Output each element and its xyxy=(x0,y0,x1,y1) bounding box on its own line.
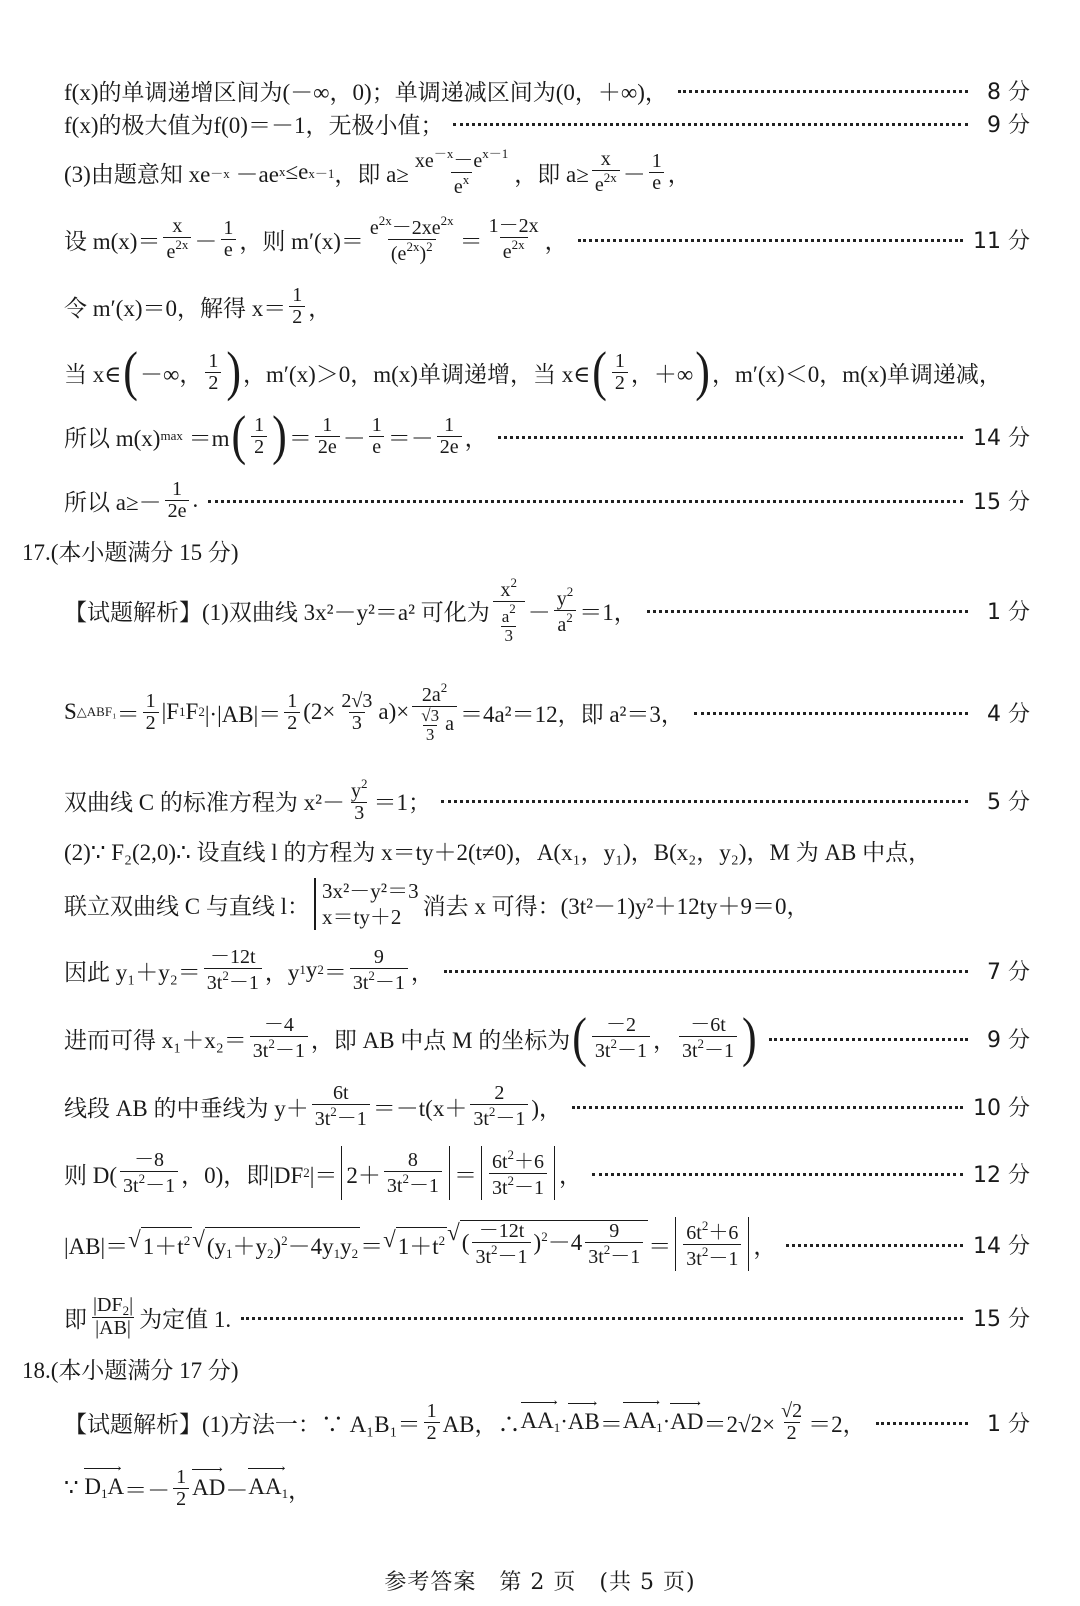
part3-intro: (3)由题意知 xe xyxy=(64,161,211,187)
equation-system xyxy=(314,878,419,931)
fraction: 1 2 xyxy=(284,691,300,734)
interval-1-label: 当 x∈ xyxy=(64,361,122,387)
solution-line-10: 【试题解析】(1)双曲线 3x²－y²＝a² 可化为 $x^2$ $\frac{a^2}{3}$ － $y^2$ $a^2$ ＝1， 1 分 xyxy=(64,574,1030,645)
score-14b: 14 分 xyxy=(973,1233,1030,1259)
score-5: 5 分 xyxy=(987,789,1030,815)
solution-line-23: ∵ → $D_1A$ ＝－ 1 2 → AD － → $AA_1$ ， xyxy=(64,1452,1030,1524)
fraction: 1 2 xyxy=(612,351,628,394)
leader-dots xyxy=(241,1317,963,1320)
monotonic-interval-text: f(x)的单调递增区间为(－∞，0)；单调递减区间为(0，＋∞)， xyxy=(64,79,668,105)
leader-dots xyxy=(498,436,963,439)
solution-line-13 xyxy=(64,830,1030,870)
fraction: 2 $3t^2-1$ xyxy=(470,1083,528,1130)
part2-setup: (2)∵ F₂(2,0)∴ 设直线 l 的方程为 x＝ty＋2(t≠0)，A(x₁，y₁)，B(x₂，y₂)，M 为 AB 中点， xyxy=(64,839,932,865)
fraction: $\frac{xe^{-x}-e^{x-1}}{e^x}$ xyxy=(414,145,509,198)
fraction: －12t $3t^2-1$ xyxy=(204,947,262,994)
score-8: 8 分 xyxy=(987,79,1030,105)
solution-line-14 xyxy=(64,868,1030,940)
fraction: 1 2 xyxy=(205,351,221,394)
solution-line-5: 令 m′(x)＝0，解得 x＝ 1 2 ， xyxy=(64,283,332,328)
fraction: 1 2 xyxy=(143,691,159,734)
fraction: $y^2$ 3 xyxy=(351,775,368,824)
question-18-title: 18.(本小题满分 17 分) xyxy=(22,1357,239,1383)
fraction: x $e^{2x}$ xyxy=(163,216,191,263)
score-9: 9 分 xyxy=(987,112,1030,138)
fraction: $\frac{-12t}{3t^2-1}$ xyxy=(472,1221,530,1268)
fraction: 1 2 xyxy=(289,285,305,328)
fraction: －2 $3t^2-1$ xyxy=(592,1015,650,1062)
derivative-label: ，则 m′(x)＝ xyxy=(239,228,364,254)
solution-line-3: (3)由题意知 xe －x －ae x ≤e x－1 ，即 a≥ $\frac{xe^{-x}-e^{x-1}}{e^x}$ ，即 a≥ $\frac{x}{e^{2x}}$ － 1 e ， xyxy=(64,145,691,198)
fraction: $e^{2x}-2xe^{2x}$ $(e^{2x})^2$ xyxy=(369,212,454,265)
question-18-header xyxy=(22,1348,1030,1388)
fraction: 1 2e xyxy=(437,415,462,458)
x-sum: 进而可得 x₁＋x₂＝ xyxy=(64,1027,247,1053)
solution-line-18: 则 D( －8 $3t^2-1$ ，0)，即|DF 2 |＝ 2＋ 8 $3t^2-1$ ＝ $6t^2+6$ $3t^2-1$ ， 12 分 xyxy=(64,1146,1030,1199)
page-footer: 参考答案 第 2 页 (共 5 页) xyxy=(384,1570,696,1595)
fraction: 1 e xyxy=(220,218,236,261)
fraction: $y^2$ $a^2$ xyxy=(554,585,577,636)
define-m: 设 m(x)＝ xyxy=(64,228,161,254)
leader-dots xyxy=(678,90,968,93)
score-1: 1 分 xyxy=(987,599,1030,625)
fraction: 8 $3t^2-1$ xyxy=(384,1150,442,1197)
score-7: 7 分 xyxy=(987,959,1030,985)
leader-dots xyxy=(786,1244,963,1247)
leader-dots xyxy=(578,239,963,242)
score-10: 10 分 xyxy=(973,1095,1030,1121)
solution-line-20 xyxy=(64,1281,1030,1353)
score-15b: 15 分 xyxy=(973,1306,1030,1332)
score-14: 14 分 xyxy=(973,425,1030,451)
area-result: ＝4a²＝12，即 a²＝3， xyxy=(459,701,684,727)
solution-line-16: 进而可得 x₁＋x₂＝ －4 $3t^2-1$ ，即 AB 中点 M 的坐标为 ( －2 $3t^2-1$ ， －6t $3t^2-1$ ) 9 分 xyxy=(64,1006,1030,1068)
leader-dots xyxy=(572,1106,963,1109)
score-11: 11 分 xyxy=(973,228,1030,254)
quadratic-result: 消去 x 可得：(3t²－1)y²＋12ty＋9＝0， xyxy=(422,893,810,919)
fraction: $\frac{x}{e^{2x}}$ xyxy=(592,149,620,196)
method-one: 【试题解析】(1)方法一：∵ A₁B₁＝ xyxy=(64,1411,421,1437)
fraction: 1 2 xyxy=(251,415,267,458)
fraction: －6t $3t^2-1$ xyxy=(679,1015,737,1062)
equation-1: 3x²－y²＝3 xyxy=(321,878,419,903)
fraction: 1 2e xyxy=(165,479,190,522)
leader-dots xyxy=(453,123,968,126)
zero-derivative: 令 m′(x)＝0，解得 x＝ xyxy=(64,295,287,321)
score-9b: 9 分 xyxy=(987,1027,1030,1053)
leader-dots xyxy=(694,712,968,715)
question-17-title: 17.(本小题满分 15 分) xyxy=(22,539,239,565)
solution-line-22: 【试题解析】(1)方法一：∵ A₁B₁＝ 1 2 AB，∴ → $AA_1$ · → AB ＝ → $AA_1$ · → AD ＝2√2× √2 2 ＝2， 1 分 xyxy=(64,1386,1030,1458)
ratio-prefix: 即 xyxy=(64,1306,87,1332)
fraction: －8 $3t^2-1$ xyxy=(120,1150,178,1197)
because-symbol: ∵ xyxy=(64,1475,79,1500)
midpoint-text: ，即 AB 中点 M 的坐标为 xyxy=(310,1027,571,1053)
score-15: 15 分 xyxy=(973,489,1030,515)
fraction: 6t $3t^2-1$ xyxy=(312,1083,370,1130)
fraction: 1 2 xyxy=(173,1467,189,1510)
fraction: 1 e xyxy=(649,151,665,194)
score-12: 12 分 xyxy=(973,1162,1030,1188)
fraction: 9 $3t^2-1$ xyxy=(350,947,408,994)
max-value-label: 所以 m(x) xyxy=(64,425,161,451)
part3-step2: ，即 a≥ xyxy=(514,161,589,187)
solution-line-8: 所以 a≥－ 1 2e . 15 分 xyxy=(64,477,1030,522)
perpendicular-bisector: 线段 AB 的中垂线为 y＋ xyxy=(64,1095,309,1121)
fraction: $|DF_2|$ |AB| xyxy=(93,1293,134,1340)
leader-dots xyxy=(444,970,968,973)
system-intro: 联立双曲线 C 与直线 l： xyxy=(64,893,310,919)
solution-line-17: 线段 AB 的中垂线为 y＋ 6t $3t^2-1$ ＝－t(x＋ 2 $3t^2-1$ )， 10 分 xyxy=(64,1081,1030,1130)
leader-dots xyxy=(876,1422,968,1425)
leader-dots xyxy=(769,1038,968,1041)
fraction: 2√3 3 xyxy=(341,689,373,734)
fraction: $2a^2$ $\frac{√3}{3}$ a xyxy=(412,681,457,744)
standard-equation: 双曲线 C 的标准方程为 x²－ xyxy=(64,789,345,815)
fraction: $6t^2+6$ $3t^2-1$ xyxy=(683,1219,741,1270)
part3-step1: ，即 a≥ xyxy=(334,161,409,187)
constant-ratio: 为定值 1. xyxy=(139,1306,232,1332)
leader-dots xyxy=(647,610,968,613)
fraction: 1 2 xyxy=(424,1401,440,1444)
fraction: $x^2$ $\frac{a^2}{3}$ xyxy=(493,576,525,645)
chord-length: |AB|＝ xyxy=(64,1233,129,1259)
fraction: 1－2x $e^{2x}$ xyxy=(488,214,539,263)
fraction: √2 2 xyxy=(781,1399,803,1444)
extremum-text: f(x)的极大值为f(0)＝－1，无极小值； xyxy=(64,112,444,138)
vieta-sum: 因此 y₁＋y₂＝ xyxy=(64,959,201,985)
solution-line-15: 因此 y₁＋y₂＝ －12t $3t^2-1$ ，y 1 y 2 ＝ 9 $3t^2-1$ ， 7 分 xyxy=(64,945,1030,994)
solution-line-12 xyxy=(64,764,1030,836)
equation-2: x＝ty＋2 xyxy=(321,905,402,929)
solution-line-7: 所以 m(x) max ＝m ( 1 2 ) ＝ 1 2e － 1 e ＝－ 1 2e ， 14 分 xyxy=(64,404,1030,466)
fraction: $6t^2+6$ $3t^2-1$ xyxy=(489,1148,547,1199)
standard-equation-end: ＝1； xyxy=(373,789,431,815)
hyperbola-rewrite: 【试题解析】(1)双曲线 3x²－y²＝a² 可化为 xyxy=(64,599,490,625)
increasing-text: ，m′(x)＞0，m(x)单调递增，当 x∈ xyxy=(243,361,591,387)
decreasing-text: ，m′(x)＜0，m(x)单调递减， xyxy=(711,361,1002,387)
leader-dots xyxy=(592,1173,963,1176)
point-d: 则 D( xyxy=(64,1162,118,1188)
solution-line-4: 设 m(x)＝ x $e^{2x}$ － 1 e ，则 m′(x)＝ $e^{2x}-2xe^{2x}$ $(e^{2x})^2$ ＝ 1－2x $e^{2x}$ ， 11 分 xyxy=(64,212,1030,265)
conclusion-a: 所以 a≥－ xyxy=(64,489,162,515)
solution-line-19: |AB|＝ √ $1+t^2$ √ $(y_1+y_2)^2-4y_1y_2$ ＝ √ $1+t^2$ √ ( $\frac{-12t}{3t^2-1}$ )$^2$－4 $\frac{9}{3t^2-1}$ ＝ $6t^2+6$ $3t^2-1$ ， 14 分 xyxy=(64,1217,1030,1270)
fraction: 1 2e xyxy=(315,415,340,458)
leader-dots xyxy=(208,500,963,503)
fraction: －4 $3t^2-1$ xyxy=(250,1015,308,1062)
fraction: 1 e xyxy=(369,415,385,458)
solution-line-6: 当 x∈ ( －∞， 1 2 ) ，m′(x)＞0，m(x)单调递增，当 x∈ ( 1 2 ，＋∞ ) ，m′(x)＜0，m(x)单调递减， xyxy=(64,340,1002,402)
max-subscript: max xyxy=(160,428,183,443)
fraction: $\frac{9}{3t^2-1}$ xyxy=(585,1221,643,1268)
solution-line-11: S △ABF₁ ＝ 1 2 |F 1 F 2 |·|AB|＝ 1 2 (2× 2√3 3 a)× $2a^2$ $\frac{√3}{3}$ a ＝4a²＝12，即 a²＝3， 4 分 xyxy=(64,679,1030,744)
leader-dots xyxy=(441,800,968,803)
score-1b: 1 分 xyxy=(987,1411,1030,1437)
score-4: 4 分 xyxy=(987,701,1030,727)
